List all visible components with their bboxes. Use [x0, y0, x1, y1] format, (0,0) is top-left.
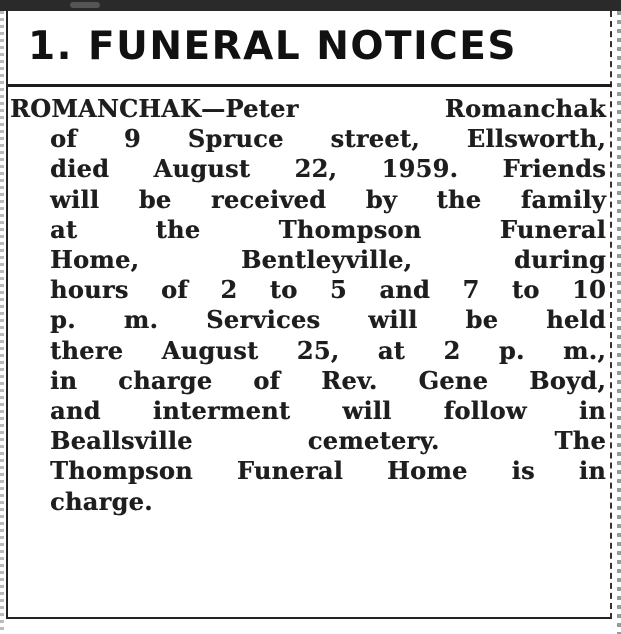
notice-line: there August 25, at 2 p. m.,: [50, 335, 606, 365]
scan-left-edge: [0, 11, 4, 634]
notice-line: [10, 94, 606, 124]
clipping-top-edge: [0, 0, 621, 11]
deceased-surname: ROMANCHAK: [10, 94, 202, 123]
notice-line: p. m. Services will be held: [50, 305, 606, 335]
notice-line: Beallsville cemetery. The: [50, 426, 606, 456]
notice-line: will be received by the family: [50, 184, 606, 214]
notice-line: and interment will follow in: [50, 396, 606, 426]
notice-line: at the Thompson Funeral: [50, 214, 606, 244]
notice-line: Home, Bentleyville, during: [50, 245, 606, 275]
notice-line: hours of 2 to 5 and 7 to 10: [50, 275, 606, 305]
notice-line: charge.: [50, 486, 153, 516]
notice-line-text: —Peter Romanchak: [201, 94, 606, 123]
funeral-notice: [10, 94, 606, 517]
notice-line: Thompson Funeral Home is in: [50, 456, 606, 486]
heading-rule: [8, 84, 612, 87]
notice-line: of 9 Spruce street, Ellsworth,: [50, 124, 606, 154]
notice-line: in charge of Rev. Gene Boyd,: [50, 365, 606, 395]
section-heading: 1. FUNERAL NOTICES: [28, 24, 518, 69]
notice-line: died August 22, 1959. Friends: [50, 154, 606, 184]
scan-right-edge: [617, 11, 621, 634]
